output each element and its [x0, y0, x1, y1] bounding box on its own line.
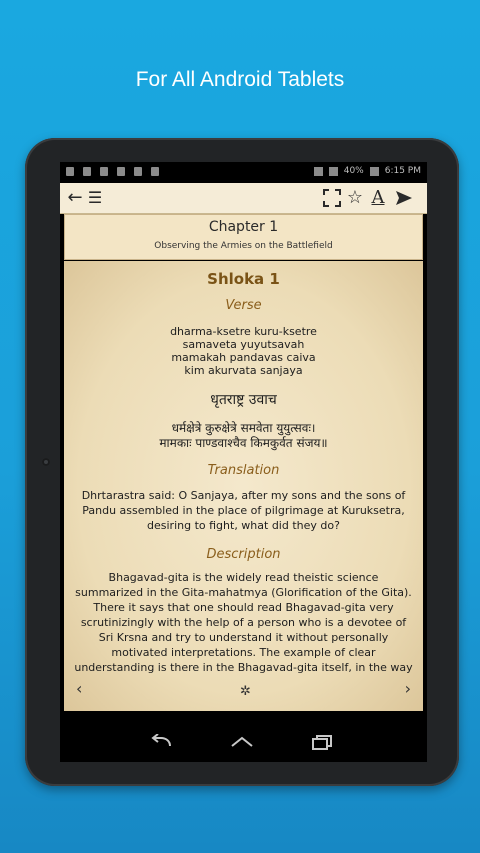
translation-text: Dhrtarastra said: O Sanjaya, after my sons and the sons of Pandu assembled in the place of pilgrimage at Kuruksetra, desiring to fight, what did they do? — [81, 489, 406, 532]
verse-line: dharma-ksetre kuru-ksetre — [170, 325, 317, 338]
devanagari-verse — [64, 421, 423, 451]
tablet-frame — [25, 138, 459, 786]
promo-headline: For All Android Tablets — [135, 68, 345, 91]
battery-level: 40% — [343, 166, 364, 176]
notification-icon — [100, 167, 108, 176]
status-bar — [60, 162, 427, 183]
verse-line: mamakah pandavas caiva — [171, 351, 316, 364]
settings-gear-icon[interactable]: ✲ — [240, 684, 251, 699]
devanagari-heading: धृतराष्ट्र उवाच — [210, 392, 277, 408]
notification-icon — [134, 167, 142, 176]
send-icon[interactable] — [393, 187, 415, 209]
back-icon[interactable] — [150, 734, 174, 754]
reading-page[interactable] — [64, 261, 423, 711]
app-toolbar — [60, 183, 427, 214]
back-arrow-icon[interactable]: ← — [67, 187, 83, 208]
alarm-icon — [314, 167, 323, 176]
clock: 6:15 PM — [384, 166, 421, 176]
verse-line: samaveta yuyutsavah — [182, 338, 305, 351]
system-indicators — [314, 166, 421, 176]
fullscreen-icon[interactable] — [322, 187, 342, 209]
battery-icon — [370, 167, 379, 176]
devanagari-line: मामकाः पाण्डवाश्चैव किमकुर्वत संजय॥ — [159, 436, 328, 450]
previous-page-arrow[interactable]: ‹ — [76, 679, 83, 698]
shloka-title: Shloka 1 — [207, 270, 280, 288]
chapter-subtitle: Observing the Armies on the Battlefield — [154, 241, 333, 251]
verse-heading: Verse — [225, 298, 262, 313]
notification-icon — [66, 167, 74, 176]
verse-text — [64, 325, 423, 377]
home-icon[interactable] — [230, 734, 254, 754]
android-nav-bar — [60, 730, 427, 762]
chapter-title: Chapter 1 — [208, 219, 279, 235]
tablet-screen — [60, 162, 427, 762]
recent-apps-icon[interactable] — [310, 734, 334, 754]
usb-icon — [83, 167, 91, 176]
list-menu-icon[interactable]: ☰ — [87, 188, 103, 207]
description-heading: Description — [206, 547, 281, 562]
camera-icon — [42, 458, 50, 466]
chapter-header — [64, 214, 423, 260]
font-size-button[interactable]: A — [371, 187, 385, 208]
verse-line: kim akurvata sanjaya — [184, 364, 303, 377]
devanagari-line: धर्मक्षेत्रे कुरुक्षेत्रे समवेता युयुत्सवः। — [171, 421, 316, 435]
notification-icons — [66, 167, 159, 176]
next-page-arrow[interactable]: › — [404, 679, 411, 698]
wifi-icon — [329, 167, 338, 176]
description-text: Bhagavad-gita is the widely read theistic science summarized in the Gita-mahatmya (Glorification of the Gita). There it says that one should read Bhagavad-gita very scrutinizingly with the help of a person who is a devotee of Sri Krsna and try to understand it without personally motivated interpretations. The example of clear understanding is there in the Bhagavad-gita itself, in the way — [74, 571, 413, 674]
notification-icon — [151, 167, 159, 176]
star-icon[interactable]: ☆ — [346, 187, 364, 208]
notification-icon — [117, 167, 125, 176]
translation-heading: Translation — [207, 463, 280, 478]
